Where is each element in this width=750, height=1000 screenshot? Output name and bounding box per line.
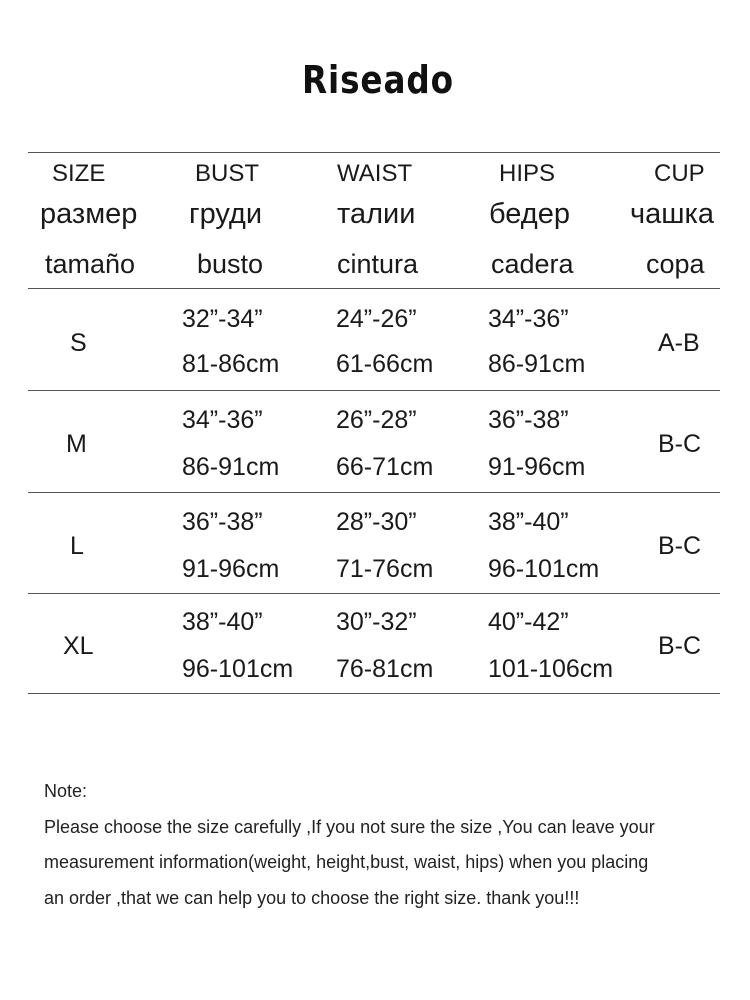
waist-cm: 76-81cm: [336, 655, 434, 683]
header-cup-es: copa: [646, 249, 705, 279]
waist-inches: 30”-32”: [336, 608, 417, 636]
table-rule-row-m: [28, 492, 720, 493]
note-line: Please choose the size carefully ,If you not sure the size ,You can leave your: [44, 817, 655, 837]
hips-cm: 101-106cm: [488, 655, 614, 683]
size-label: L: [70, 532, 84, 560]
hips-inches: 34”-36”: [488, 305, 569, 333]
header-size: SIZE: [52, 160, 106, 187]
waist-inches: 28”-30”: [336, 508, 417, 536]
size-label: M: [66, 430, 87, 458]
header-size-ru: размер: [40, 198, 138, 230]
table-rule-bottom: [28, 693, 720, 694]
bust-inches: 38”-40”: [182, 608, 263, 636]
cup-value: B-C: [658, 632, 702, 660]
waist-inches: 24”-26”: [336, 305, 417, 333]
cup-value: B-C: [658, 532, 702, 560]
size-label: XL: [63, 632, 94, 660]
table-rule-row-s: [28, 390, 720, 391]
bust-inches: 34”-36”: [182, 406, 263, 434]
header-bust-ru: груди: [189, 198, 263, 230]
header-hips-ru: бедер: [489, 198, 570, 230]
header-bust: BUST: [195, 160, 260, 187]
bust-inches: 32”-34”: [182, 305, 263, 333]
note-label: Note:: [44, 781, 88, 801]
size-label: S: [70, 329, 87, 357]
header-hips: HIPS: [499, 160, 556, 187]
waist-cm: 71-76cm: [336, 555, 434, 583]
cup-value: B-C: [658, 430, 702, 458]
header-hips-es: cadera: [491, 249, 574, 279]
hips-cm: 86-91cm: [488, 350, 586, 378]
hips-inches: 40”-42”: [488, 608, 569, 636]
header-cup: CUP: [654, 160, 705, 187]
waist-inches: 26”-28”: [336, 406, 417, 434]
bust-cm: 86-91cm: [182, 453, 280, 481]
header-cup-ru: чашка: [630, 198, 714, 230]
cup-value: A-B: [658, 329, 700, 357]
header-waist: WAIST: [337, 160, 413, 187]
table-rule-row-l: [28, 593, 720, 594]
bust-cm: 81-86cm: [182, 350, 280, 378]
header-size-es: tamaño: [45, 249, 136, 279]
brand-title: Riseado: [302, 58, 454, 102]
bust-inches: 36”-38”: [182, 508, 263, 536]
hips-cm: 96-101cm: [488, 555, 600, 583]
hips-inches: 38”-40”: [488, 508, 569, 536]
header-waist-ru: талии: [337, 198, 416, 230]
waist-cm: 66-71cm: [336, 453, 434, 481]
table-rule-top: [28, 152, 720, 153]
note-line: an order ,that we can help you to choose the right size. thank you!!!: [44, 888, 580, 908]
table-rule-header: [28, 288, 720, 289]
header-bust-es: busto: [197, 249, 264, 279]
bust-cm: 91-96cm: [182, 555, 280, 583]
note-line: measurement information(weight, height,bust, waist, hips) when you placing: [44, 852, 649, 872]
hips-cm: 91-96cm: [488, 453, 586, 481]
bust-cm: 96-101cm: [182, 655, 294, 683]
hips-inches: 36”-38”: [488, 406, 569, 434]
waist-cm: 61-66cm: [336, 350, 434, 378]
header-waist-es: cintura: [337, 249, 419, 279]
